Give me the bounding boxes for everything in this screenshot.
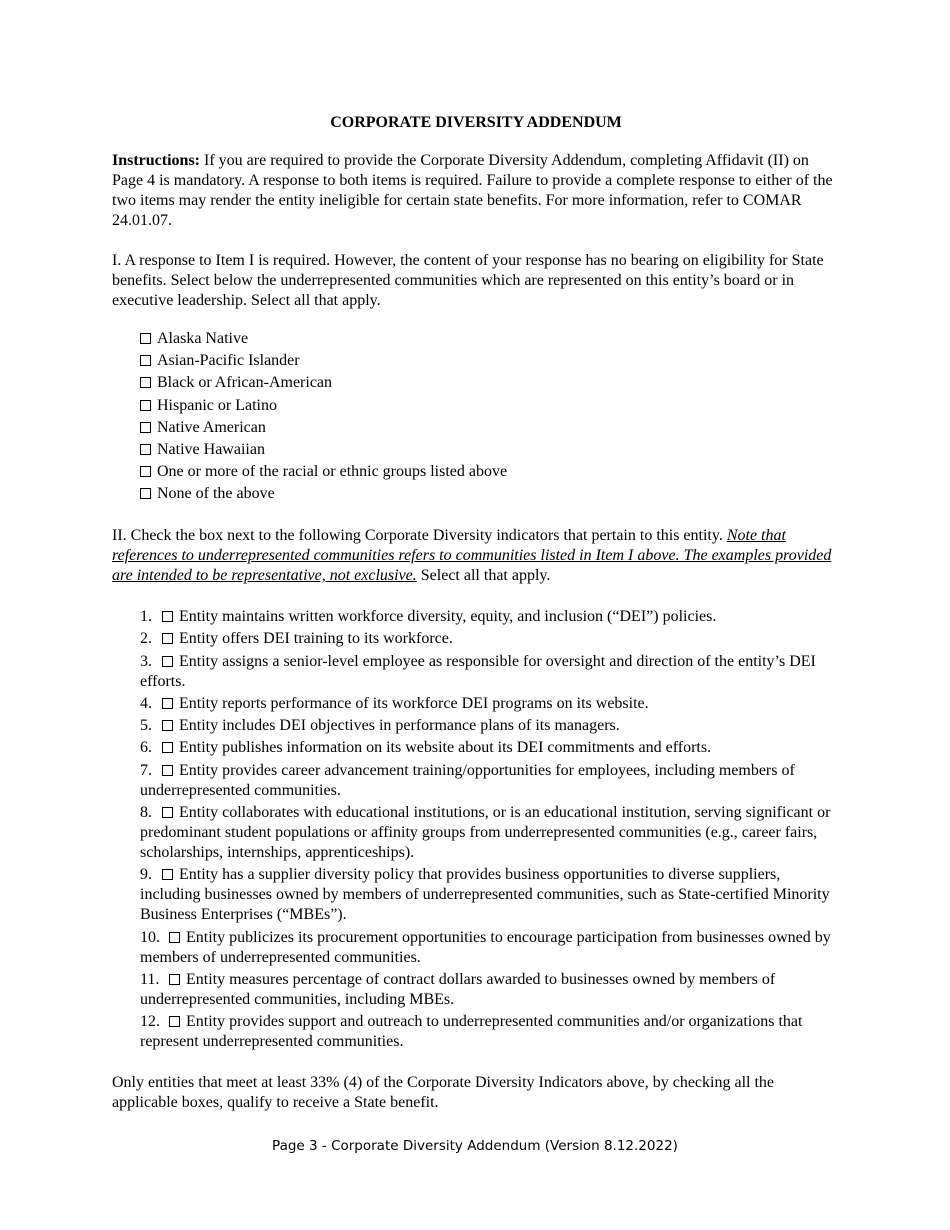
indicator-number: 10.: [140, 928, 160, 946]
list-item: [140, 803, 840, 863]
checkbox[interactable]: [140, 422, 151, 433]
indicator-text: Entity assigns a senior-level employee as responsible for oversight and direction of the entity’s DEI efforts.: [140, 652, 816, 690]
indicator-number: 5.: [140, 717, 152, 735]
list-item: [140, 970, 840, 1010]
indicator-number: 6.: [140, 739, 152, 757]
option-label: One or more of the racial or ethnic groups listed above: [157, 463, 508, 481]
item1-paragraph: I. A response to Item I is required. However, the content of your response has no bearing on eligibility for State benefits. Select below the underrepresented communities which are represented on this entity’s board or in executive leadership. Select all that apply.: [112, 252, 824, 309]
checkbox[interactable]: [162, 869, 173, 880]
checkbox[interactable]: [162, 742, 173, 753]
indicator-text: Entity offers DEI training to its workforce.: [179, 630, 453, 648]
checkbox[interactable]: [162, 698, 173, 709]
indicator-number: 8.: [140, 804, 152, 822]
list-item: [140, 652, 840, 692]
list-item: [140, 330, 840, 352]
indicator-number: 3.: [140, 652, 152, 670]
checkbox[interactable]: [162, 765, 173, 776]
list-item: [140, 716, 840, 736]
checkbox[interactable]: [162, 720, 173, 731]
list-item: [140, 352, 840, 374]
indicator-number: 1.: [140, 608, 152, 625]
indicator-number: 9.: [140, 866, 152, 884]
item2-note: Note that references to underrepresented communities refers to communities listed in Item I above. The examples provided are intended to be representative, not exclusive.: [112, 527, 832, 584]
indicator-text: Entity includes DEI objectives in performance plans of its managers.: [179, 717, 620, 735]
checkbox[interactable]: [169, 1016, 180, 1027]
checkbox[interactable]: [140, 400, 151, 411]
checkbox[interactable]: [140, 466, 151, 477]
list-item: [140, 441, 840, 463]
checkbox[interactable]: [140, 444, 151, 455]
indicator-list: [140, 607, 840, 1055]
checkbox[interactable]: [140, 355, 151, 366]
list-item: [140, 629, 840, 649]
closing-paragraph: Only entities that meet at least 33% (4) of the Corporate Diversity Indicators above, by checking all the applicable boxes, qualify to receive a State benefit.: [112, 1074, 775, 1111]
checkbox[interactable]: [169, 974, 180, 985]
option-label: Black or African-American: [157, 374, 333, 392]
list-item: [140, 761, 840, 801]
item2-text-start: II. Check the box next to the following Corporate Diversity indicators that pertain to this entity.: [112, 527, 727, 544]
indicator-number: 12.: [140, 1013, 160, 1031]
indicator-text: Entity provides career advancement training/opportunities for employees, including members of underrepresented communities.: [140, 761, 795, 799]
indicator-number: 7.: [140, 761, 152, 779]
list-item: [140, 694, 840, 714]
indicator-text: Entity publicizes its procurement opportunities to encourage participation from businesses owned by members of underrepresented communities.: [140, 928, 831, 966]
list-item: [140, 738, 840, 758]
checkbox[interactable]: [162, 611, 173, 622]
list-item: [140, 1012, 840, 1052]
list-item: [140, 607, 840, 627]
page-footer: Page 3 - Corporate Diversity Addendum (Version 8.12.2022): [272, 1138, 678, 1154]
indicator-text: Entity measures percentage of contract dollars awarded to businesses owned by members of underrepresented communities, including MBEs.: [140, 970, 776, 1008]
community-checklist: [140, 330, 840, 508]
page-title: CORPORATE DIVERSITY ADDENDUM: [330, 114, 622, 131]
list-item: [140, 928, 840, 968]
indicator-number: 4.: [140, 694, 152, 712]
checkbox[interactable]: [162, 656, 173, 667]
instructions-paragraph: [112, 151, 840, 231]
option-label: Native American: [157, 418, 266, 436]
option-label: Asian-Pacific Islander: [157, 352, 300, 370]
checkbox[interactable]: [140, 333, 151, 344]
indicator-text: Entity publishes information on its website about its DEI commitments and efforts.: [179, 739, 712, 757]
list-item: [140, 865, 840, 925]
checkbox[interactable]: [140, 377, 151, 388]
indicator-text: Entity reports performance of its workforce DEI programs on its website.: [179, 694, 649, 712]
checkbox[interactable]: [140, 488, 151, 499]
option-label: None of the above: [157, 485, 275, 503]
checkbox[interactable]: [162, 807, 173, 818]
indicator-text: Entity has a supplier diversity policy that provides business opportunities to diverse suppliers, including businesses owned by members of underrepresented communities, such as State-certified Minority Business Enterprises (“MBEs”).: [140, 866, 830, 924]
list-item: [140, 374, 840, 396]
option-label: Alaska Native: [157, 330, 249, 347]
list-item: [140, 419, 840, 441]
indicator-number: 11.: [140, 970, 160, 988]
item2-text-end: Select all that apply.: [416, 567, 551, 584]
list-item: [140, 397, 840, 419]
instructions-text: If you are required to provide the Corporate Diversity Addendum, completing Affidavit (II) on Page 4 is mandatory. A response to both items is required. Failure to provide a complete response to either of the two items may render the entity ineligible for certain state benefits. For more information, refer to COMAR 24.01.07.: [112, 152, 833, 229]
option-label: Hispanic or Latino: [157, 396, 277, 414]
item2-paragraph: [112, 526, 840, 586]
checkbox[interactable]: [169, 932, 180, 943]
checkbox[interactable]: [162, 633, 173, 644]
list-item: [140, 463, 840, 485]
indicator-text: Entity provides support and outreach to underrepresented communities and/or organizations that represent underrepresented communities.: [140, 1013, 803, 1051]
option-label: Native Hawaiian: [157, 440, 265, 458]
indicator-number: 2.: [140, 630, 152, 648]
instructions-label: Instructions:: [112, 152, 201, 169]
indicator-text: Entity maintains written workforce diversity, equity, and inclusion (“DEI”) policies.: [179, 608, 717, 625]
indicator-text: Entity collaborates with educational institutions, or is an educational institution, serving significant or predominant student populations or affinity groups from underrepresented communities (e.g., career fairs, scholarships, internships, apprenticeships).: [140, 804, 831, 862]
list-item: [140, 485, 840, 507]
